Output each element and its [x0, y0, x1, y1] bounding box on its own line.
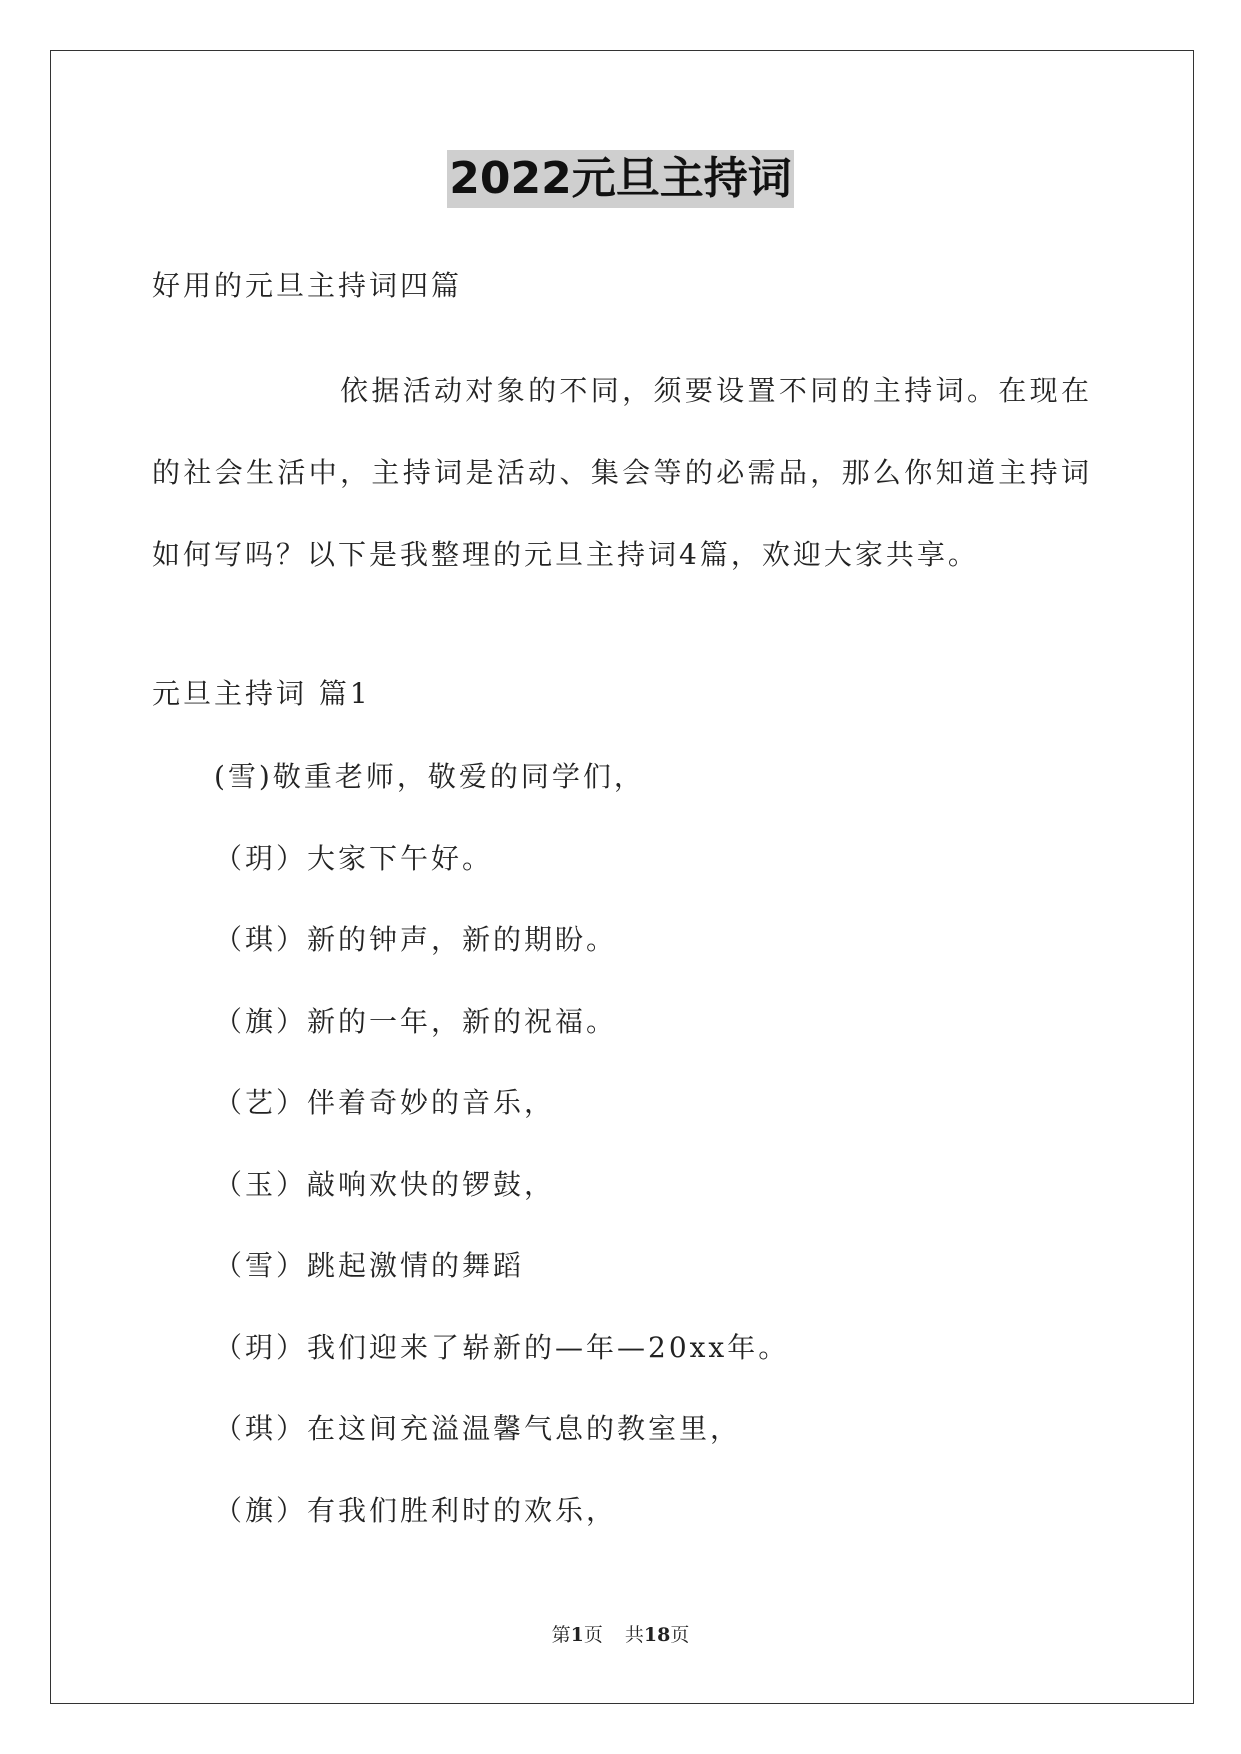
total-suffix: 页	[670, 1624, 690, 1646]
dialogue-line: （雪）跳起激情的舞蹈	[214, 1249, 525, 1282]
dialogue-line: (雪)敬重老师，敬爱的同学们，	[214, 760, 645, 793]
section-heading: 元旦主持词 篇1	[152, 677, 371, 710]
total-pages: 18	[643, 1624, 671, 1646]
page-number: 1	[570, 1624, 584, 1646]
page-footer	[0, 1622, 1241, 1648]
dialogue-line: （玥）我们迎来了崭新的—年—20xx年。	[214, 1330, 790, 1364]
dialogue-line: （艺）伴着奇妙的音乐，	[214, 1086, 556, 1119]
document-subtitle: 好用的元旦主持词四篇	[152, 269, 463, 302]
intro-paragraph: 依据活动对象的不同，须要设置不同的主持词。在现在的社会生活中，主持词是活动、集会等的必需品，那么你知道主持词如何写吗？以下是我整理的元旦主持词4篇，欢迎大家共享。	[152, 374, 1092, 571]
title-container	[0, 150, 1241, 208]
dialogue-line: （旗）新的一年，新的祝福。	[214, 1004, 618, 1038]
page-suffix: 页	[583, 1624, 603, 1646]
dialogue-line: （琪）新的钟声，新的期盼。	[214, 923, 618, 956]
dialogue-line: （玥）大家下午好。	[214, 841, 494, 875]
page-prefix: 第	[551, 1624, 571, 1646]
total-prefix: 共	[624, 1624, 644, 1646]
document-title: 2022元旦主持词	[447, 150, 793, 208]
dialogue-list	[214, 757, 789, 1572]
dialogue-line: （琪）在这间充溢温馨气息的教室里，	[214, 1412, 742, 1445]
dialogue-line: （旗）有我们胜利时的欢乐，	[214, 1493, 618, 1527]
dialogue-line: （玉）敲响欢快的锣鼓，	[214, 1167, 556, 1201]
